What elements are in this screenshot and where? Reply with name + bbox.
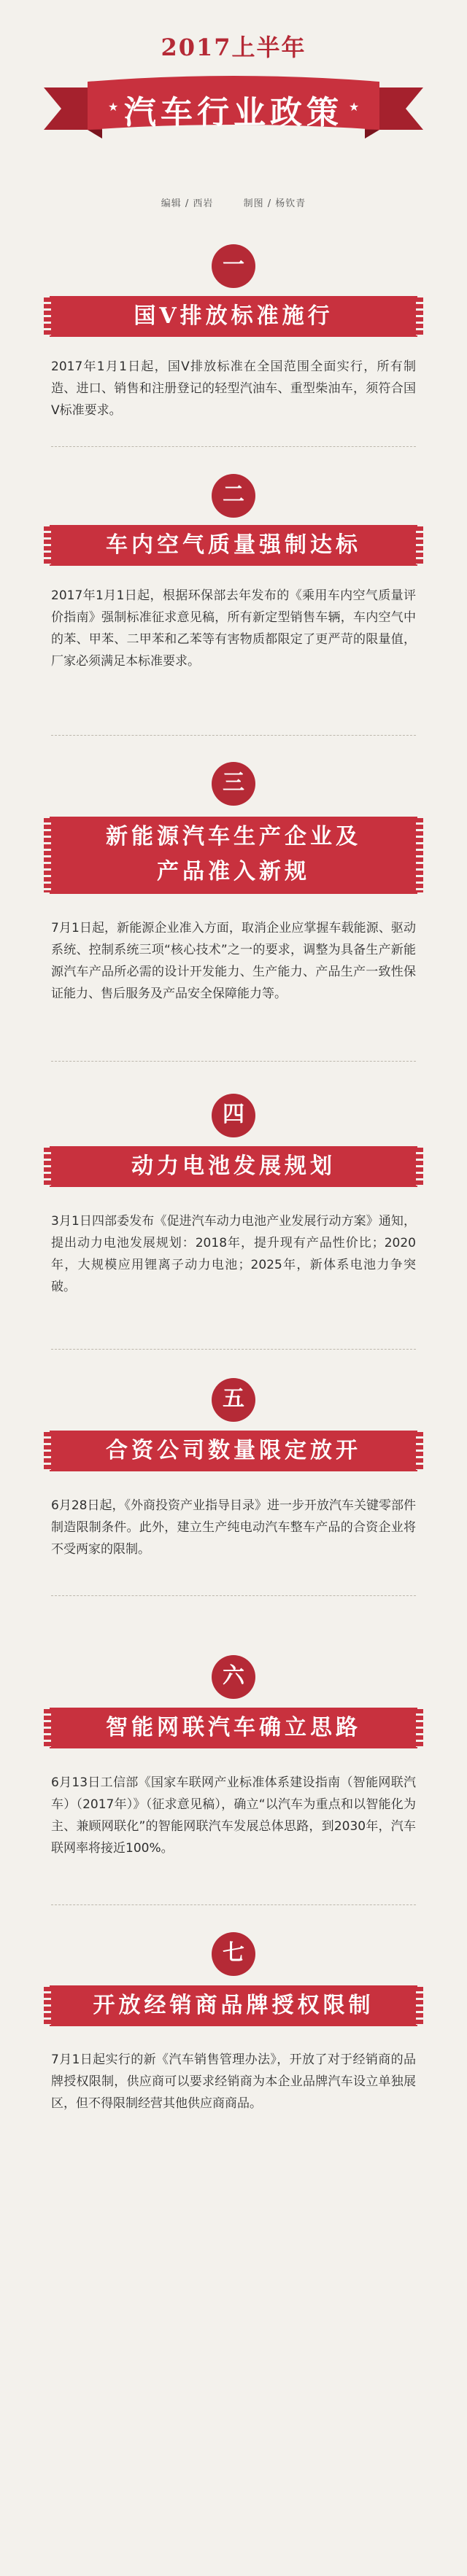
section-title — [51, 1987, 416, 2025]
credits — [0, 195, 467, 209]
section-title — [51, 526, 416, 564]
section-title — [51, 1709, 416, 1747]
section-title-line: 产品准入新规 — [157, 859, 310, 884]
section-body: 6月28日起，《外商投资产业指导目录》进一步开放汽车关键零部件制造限制条件。此外，建立生产纯电动汽车整车产品的合资企业将不受两家的限制。 — [51, 1498, 416, 1557]
section-body: 7月1日起，新能源企业准入方面，取消企业应掌握车载能源、驱动系统、控制系统三项“核心技术”之一的要求，调整为具备生产新能源汽车产品所必需的设计开发能力、生产能力、产品生产一致性保证能力、售后服务及产品安全保障能力等。 — [51, 921, 416, 1001]
section-body: 3月1日四部委发布《促进汽车动力电池产业发展行动方案》通知，提出动力电池发展规划：2018年，提升现有产品性价比；2020年，大规模应用锂离子动力电池；2025年，新体系电池力争突破。 — [51, 1214, 416, 1294]
section-number: 一 — [212, 244, 255, 288]
section-title-line: 智能网联汽车确立思路 — [106, 1715, 361, 1740]
editor-credit: 编辑 / 西岩 — [161, 198, 214, 209]
section-number: 四 — [212, 1094, 255, 1137]
section-body: 2017年1月1日起，根据环保部去年发布的《乘用车内空气质量评价指南》强制标准征求意见稿，所有新定型销售车辆，车内空气中的苯、甲苯、二甲苯和乙苯等有害物质都限定了更严苛的限量值，厂家必须满足本标准要求。 — [51, 588, 416, 669]
section-divider — [51, 1061, 416, 1062]
section-divider — [51, 1349, 416, 1350]
section-title-line: 新能源汽车生产企业及 — [106, 824, 361, 849]
section-title-line: 动力电池发展规划 — [131, 1153, 336, 1179]
section-number: 三 — [212, 762, 255, 806]
section-title-line: 车内空气质量强制达标 — [106, 532, 361, 558]
section-number: 五 — [212, 1378, 255, 1422]
section-title — [51, 818, 416, 892]
section-body: 7月1日起实行的新《汽车销售管理办法》，开放了对于经销商的品牌授权限制，供应商可以要求经销商为本企业品牌汽车设立单独展区，但不得限制经营其他供应商商品。 — [51, 2052, 416, 2111]
section-body: 6月13日工信部《国家车联网产业标准体系建设指南（智能网联汽车）（2017年）》（征求意见稿），确立“以汽车为重点和以智能化为主、兼顾网联化”的智能网联汽车发展总体思路，到2030年，汽车联网率将接近100%。 — [51, 1775, 416, 1856]
section-title-line: 合资公司数量限定放开 — [106, 1438, 361, 1463]
section-number: 六 — [212, 1655, 255, 1699]
section-title — [51, 1432, 416, 1470]
section-body: 2017年1月1日起，国Ⅴ排放标准在全国范围全面实行，所有制造、进口、销售和注册登记的轻型汽油车、重型柴油车，须符合国Ⅴ标准要求。 — [51, 359, 416, 418]
section-divider — [51, 735, 416, 736]
section-divider — [51, 1904, 416, 1905]
section-divider — [51, 1595, 416, 1596]
section-number: 七 — [212, 1932, 255, 1976]
section-title-line: 开放经销商品牌授权限制 — [93, 1993, 374, 2018]
year-title: 2017上半年 — [161, 34, 306, 61]
header — [0, 0, 467, 219]
section-divider — [51, 446, 416, 447]
section-title — [51, 1148, 416, 1186]
section-title-line: 国Ⅴ排放标准施行 — [134, 303, 333, 329]
section-title — [51, 297, 416, 335]
designer-credit: 制图 / 杨钦青 — [243, 198, 306, 209]
main-title: 汽车行业政策 — [124, 94, 343, 131]
star-icon: ★ — [349, 100, 360, 114]
section-number: 二 — [212, 474, 255, 518]
star-icon: ★ — [108, 100, 119, 114]
